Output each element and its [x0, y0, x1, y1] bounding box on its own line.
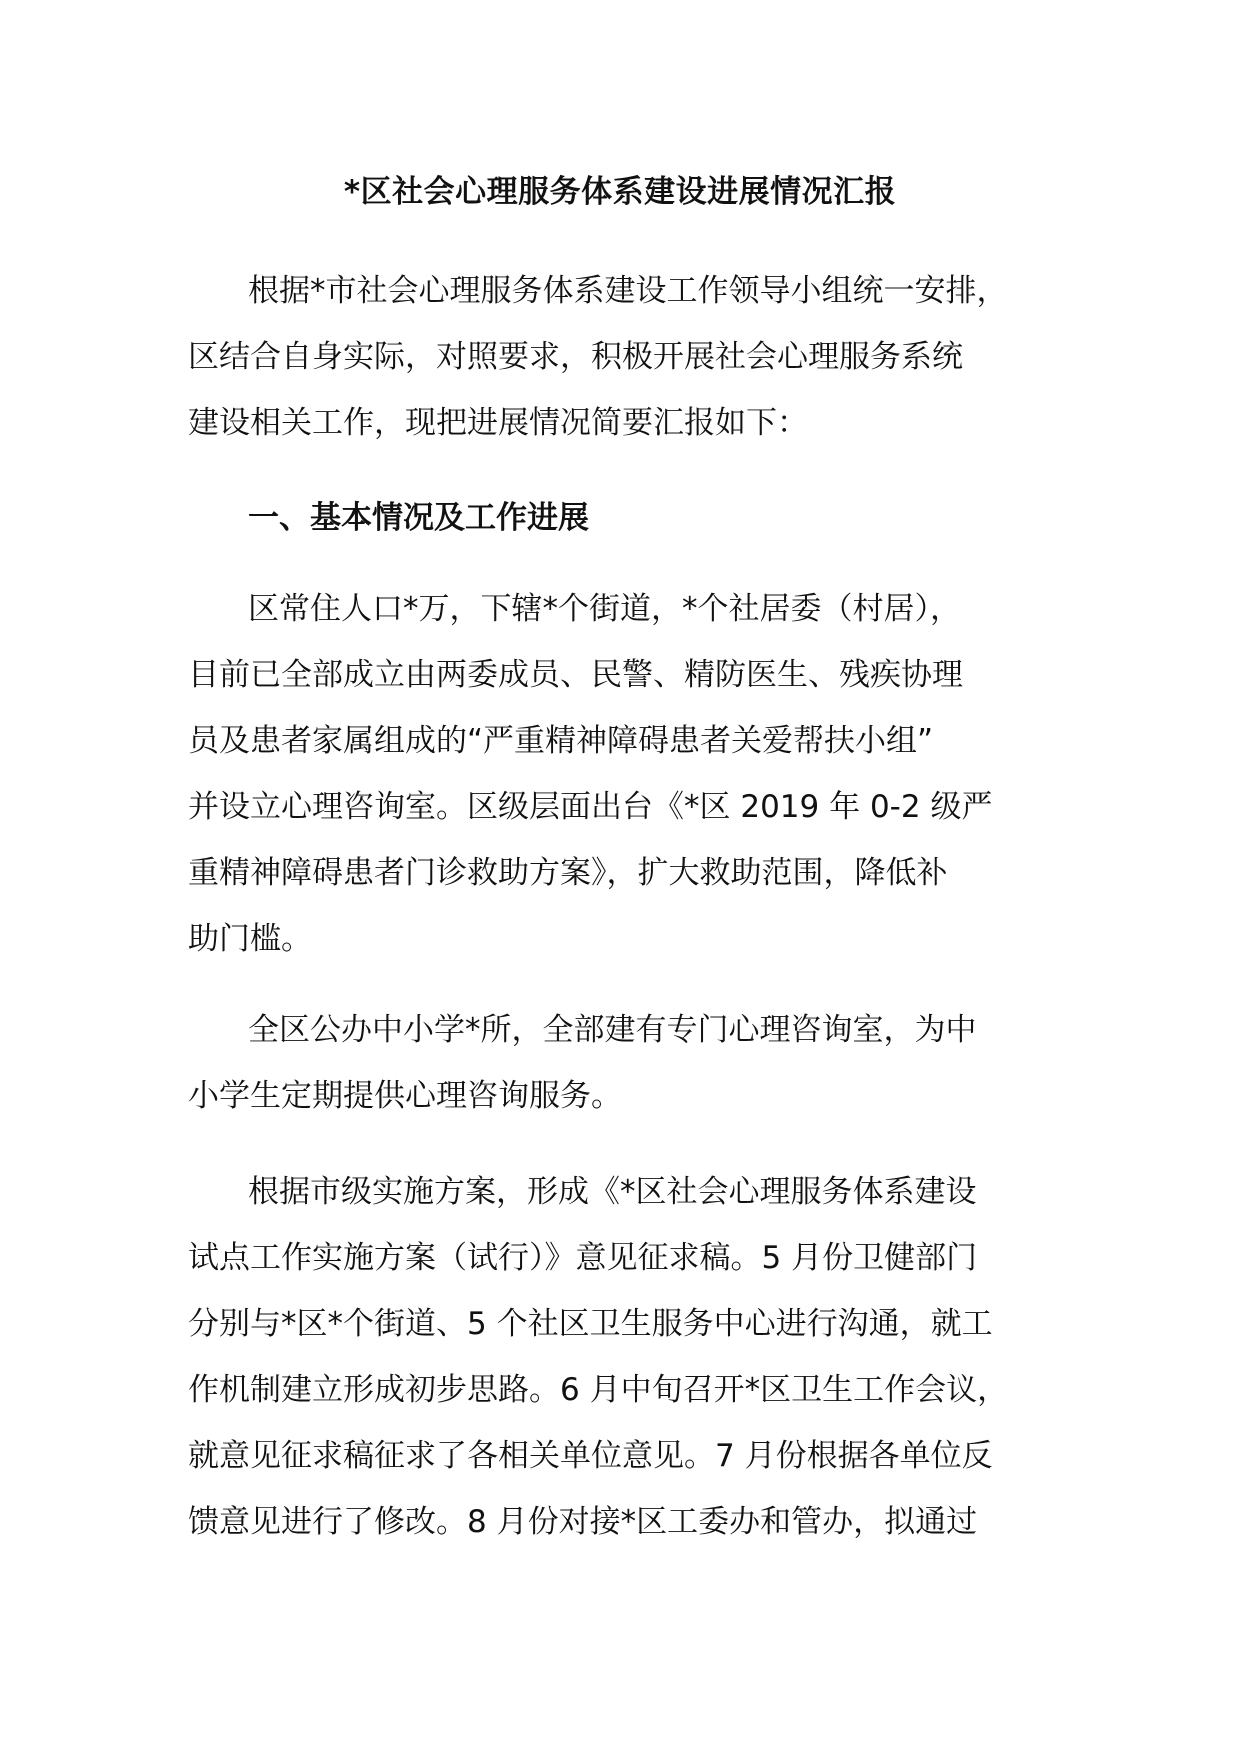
paragraph-line: 建设相关工作，现把进展情况简要汇报如下： — [188, 405, 808, 441]
paragraph-line: 根据*市社会心理服务体系建设工作领导小组统一安排， — [248, 273, 1008, 309]
paragraph-line: 目前已全部成立由两委成员、民警、精防医生、残疾协理 — [188, 657, 963, 693]
document-title: *区社会心理服务体系建设进展情况汇报 — [343, 174, 897, 210]
paragraph-population — [188, 576, 1068, 972]
paragraph-line: 并设立心理咨询室。区级层面出台《*区 2019 年 0-2 级严 — [188, 789, 993, 825]
paragraph-line: 区常住人口*万，下辖*个街道，*个社居委（村居）， — [248, 591, 961, 627]
paragraph-line: 重精神障碍患者门诊救助方案》，扩大救助范围，降低补 — [188, 855, 948, 891]
paragraph-line: 小学生定期提供心理咨询服务。 — [188, 1078, 622, 1114]
paragraph-line: 分别与*区*个街道、5 个社区卫生服务中心进行沟通，就工 — [188, 1306, 993, 1342]
paragraph-line: 全区公办中小学*所，全部建有专门心理咨询室，为中 — [248, 1012, 977, 1048]
paragraph-implementation — [188, 1159, 1068, 1555]
paragraph-intro — [188, 258, 1068, 456]
section-heading: 一、基本情况及工作进展 — [248, 500, 589, 536]
paragraph-schools — [188, 997, 1068, 1129]
paragraph-line: 助门槛。 — [188, 921, 312, 957]
paragraph-line: 员及患者家属组成的“严重精神障碍患者关爱帮扶小组” — [188, 723, 934, 759]
paragraph-line: 作机制建立形成初步思路。6 月中旬召开*区卫生工作会议， — [188, 1372, 1009, 1408]
paragraph-line: 就意见征求稿征求了各相关单位意见。7 月份根据各单位反 — [188, 1438, 993, 1474]
paragraph-line: 区结合自身实际，对照要求，积极开展社会心理服务系统 — [188, 339, 963, 375]
paragraph-line: 根据市级实施方案，形成《*区社会心理服务体系建设 — [248, 1174, 977, 1210]
paragraph-line: 馈意见进行了修改。8 月份对接*区工委办和管办，拟通过 — [188, 1504, 978, 1540]
paragraph-line: 试点工作实施方案（试行）》意见征求稿。5 月份卫健部门 — [188, 1240, 978, 1276]
